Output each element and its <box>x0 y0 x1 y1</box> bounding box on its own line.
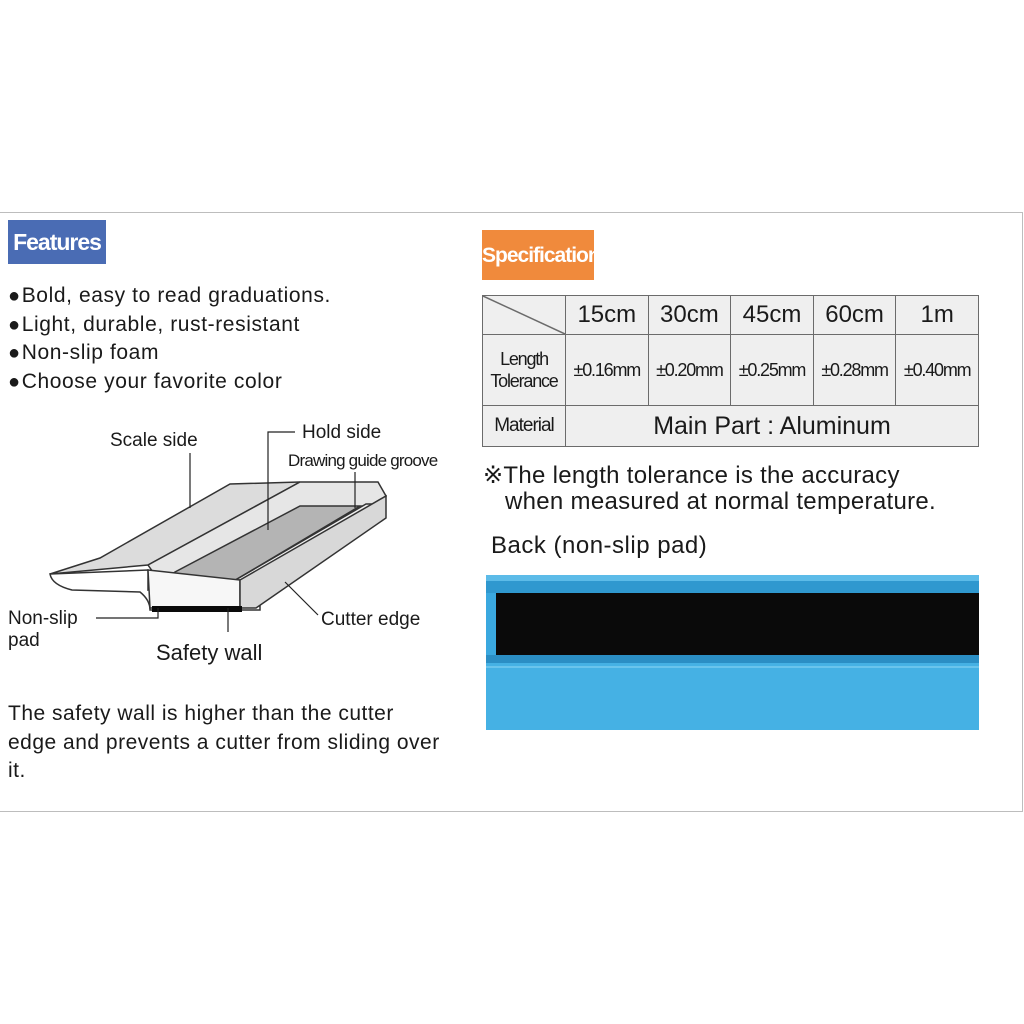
hold-side-label: Hold side <box>302 422 382 443</box>
leader-non-slip-pad <box>96 608 158 618</box>
tolerance-cell: ±0.16mm <box>566 335 649 406</box>
tolerance-note-line2: when measured at normal temperature. <box>505 488 937 515</box>
ruler-lower-face <box>486 663 979 730</box>
ruler-back-image <box>486 575 979 730</box>
material-header: Material <box>483 406 566 447</box>
diagonal-divider <box>483 296 565 334</box>
features-heading: Features <box>8 220 106 264</box>
feature-item <box>8 368 331 397</box>
bullet-icon: ● <box>8 285 21 307</box>
size-cell: 30cm <box>648 296 731 335</box>
size-cell: 15cm <box>566 296 649 335</box>
tolerance-cell: ±0.28mm <box>813 335 896 406</box>
non-slip-pad-label-line2: pad <box>8 630 40 651</box>
table-row <box>483 335 979 406</box>
specifications-heading: Specifications <box>482 230 594 280</box>
tolerance-label: Tolerance <box>490 371 558 391</box>
non-slip-pad-label-line1: Non-slip <box>8 608 78 629</box>
feature-item <box>8 311 331 340</box>
size-cell: 45cm <box>731 296 814 335</box>
feature-item <box>8 282 331 311</box>
length-tolerance-header <box>483 335 566 406</box>
feature-item <box>8 339 331 368</box>
feature-text: Choose your favorite color <box>21 369 283 393</box>
ruler-top-stripe <box>486 575 979 581</box>
safety-wall-label: Safety wall <box>156 640 263 665</box>
size-cell: 1m <box>896 296 979 335</box>
tolerance-note-line1: ※The length tolerance is the accuracy <box>483 462 900 489</box>
material-value: Main Part : Aluminum <box>566 406 979 447</box>
feature-text: Light, durable, rust-resistant <box>21 312 300 336</box>
bullet-icon: ● <box>8 342 21 364</box>
cutter-edge-label: Cutter edge <box>321 609 421 630</box>
bullet-icon: ● <box>8 370 21 393</box>
table-row <box>483 296 979 335</box>
back-label: Back (non-slip pad) <box>491 532 708 559</box>
tolerance-cell: ±0.40mm <box>896 335 979 406</box>
drawing-guide-groove-label: Drawing guide groove <box>288 451 438 470</box>
size-cell: 60cm <box>813 296 896 335</box>
leader-cutter-edge <box>285 582 318 615</box>
scale-side-label: Scale side <box>110 430 198 451</box>
non-slip-pad-strip <box>496 593 979 655</box>
feature-text: Bold, easy to read graduations. <box>21 284 331 307</box>
feature-text: Non-slip foam <box>21 341 160 364</box>
tolerance-note <box>483 463 936 515</box>
length-label: Length <box>500 349 548 369</box>
ruler-mid-edge <box>486 655 979 663</box>
ruler-top-shadow <box>486 581 979 593</box>
safety-wall-description: The safety wall is higher than the cutter edge and prevents a cutter from sliding over it. <box>8 702 440 782</box>
table-row <box>483 406 979 447</box>
bullet-icon: ● <box>8 313 21 336</box>
specifications-table <box>482 295 979 447</box>
tolerance-cell: ±0.20mm <box>648 335 731 406</box>
tolerance-cell: ±0.25mm <box>731 335 814 406</box>
features-list <box>8 282 331 396</box>
corner-cell <box>483 296 566 335</box>
